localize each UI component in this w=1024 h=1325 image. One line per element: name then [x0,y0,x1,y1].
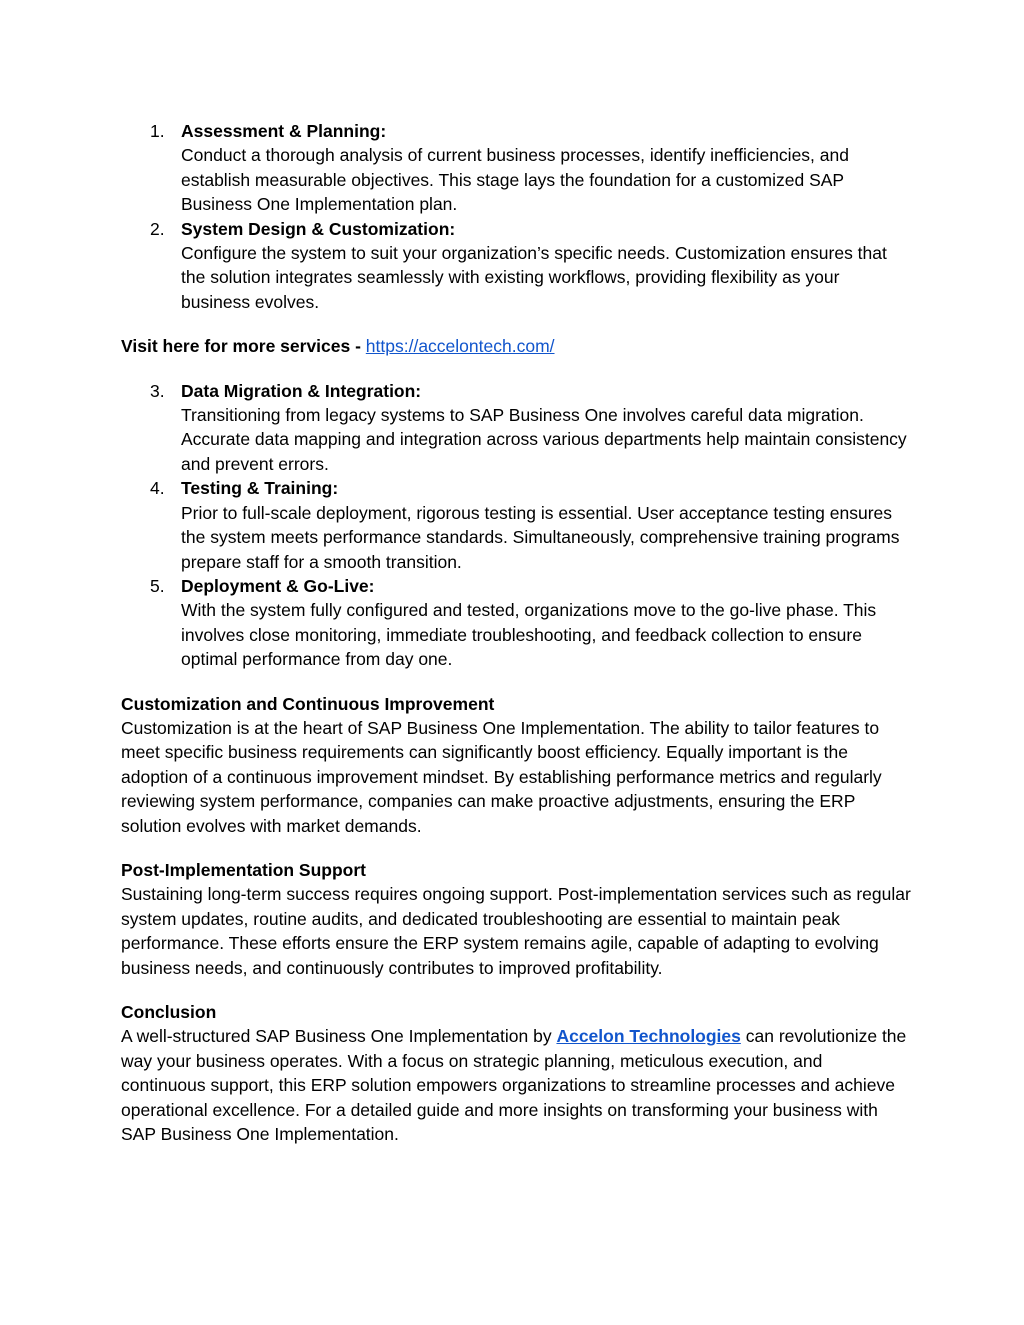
list-item [121,119,911,217]
step-title: Testing & Training: [181,478,339,499]
step-title: Deployment & Go-Live: [181,575,375,596]
list-number: 3. [150,380,165,401]
section-paragraph: Sustaining long-term success requires ongoing support. Post-implementation services such as regular system updates, routine audits, and dedicated troubleshooting are essential to maintain peak performance. These efforts ensure the ERP system remains agile, capable of adapting to evolving business needs, and continuously contributes to improved profitability. [121,884,911,978]
list-item [121,476,911,574]
section-paragraph: Customization is at the heart of SAP Business One Implementation. The ability to tailor features to meet specific business requirements can significantly boost efficiency. Equally important is the adoption of a continuous improvement mindset. By establishing performance metrics and regularly reviewing system performance, companies can make proactive adjustments, ensuring the ERP solution evolves with market demands. [121,717,882,836]
list-number: 2. [150,218,165,239]
step-body: Transitioning from legacy systems to SAP Business One involves careful data migration. Accurate data mapping and integration across various departments help maintain consistency and prevent errors. [181,405,907,474]
list-item [121,574,911,672]
accelon-technologies-link[interactable]: Accelon Technologies [556,1026,741,1047]
conclusion-text-before: A well-structured SAP Business One Implementation by [121,1026,557,1047]
step-title: System Design & Customization: [181,218,456,239]
visit-services-line [121,334,911,358]
list-number: 1. [150,121,165,141]
conclusion-text-after: can revolutionize the way your business operates. With a focus on strategic planning, meticulous execution, and continuous support, this ERP solution empowers organizations to streamline processes and achieve operational excellence. For a detailed guide and more insights on transforming your business with SAP Business One Implementation. [121,1026,907,1145]
step-title: Data Migration & Integration: [181,380,422,401]
steps-list-part1 [121,119,911,314]
document-content [121,119,911,1146]
accelontech-link[interactable]: https://accelontech.com/ [365,336,555,357]
step-body: With the system fully configured and tested, organizations move to the go-live phase. This involves close monitoring, immediate troubleshooting, and feedback collection to ensure optimal performance from day one. [181,600,877,670]
support-section [121,858,911,980]
section-heading: Post-Implementation Support [121,859,366,880]
customization-section [121,692,911,838]
visit-label: Visit here for more services - [121,336,366,357]
list-item [121,217,911,315]
conclusion-section [121,1000,911,1146]
step-body: Conduct a thorough analysis of current business processes, identify inefficiencies, and establish measurable objectives. This stage lays the foundation for a customized SAP Business One Implementation plan. [181,145,849,215]
list-item [121,379,911,477]
step-body: Configure the system to suit your organization’s specific needs. Customization ensures that the solution integrates seamlessly with existing workflows, providing flexibility as your business evolves. [181,243,887,312]
section-heading: Customization and Continuous Improvement [121,693,495,714]
list-number: 5. [150,575,165,596]
step-body: Prior to full-scale deployment, rigorous testing is essential. User acceptance testing ensures the system meets performance standards. Simultaneously, comprehensive training programs prepare staff for a smooth transition. [181,502,900,572]
list-number: 4. [150,478,165,499]
steps-list-part2 [121,379,911,672]
section-heading: Conclusion [121,1002,217,1022]
step-title: Assessment & Planning: [181,121,387,141]
